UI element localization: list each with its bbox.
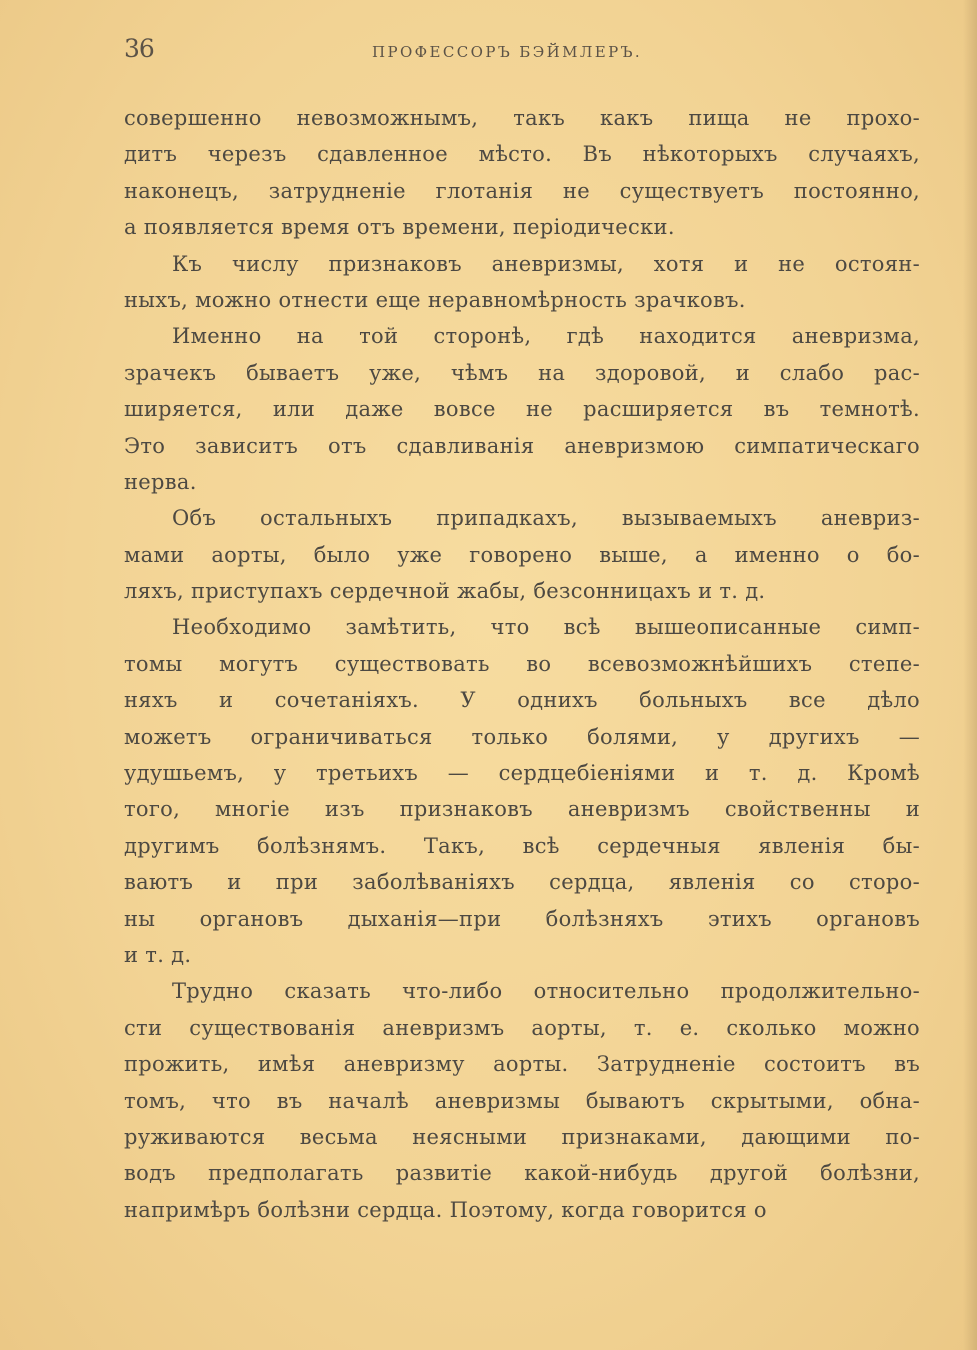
text-line: наконецъ, затрудненіе глотанія не существуетъ постоянно,	[124, 178, 920, 203]
text-line: а появляется время отъ времени, періодически.	[124, 215, 675, 240]
text-line: томы могутъ существовать во всевозможнѣйшихъ степе-	[124, 651, 920, 676]
page-number: 36	[124, 34, 154, 63]
text-line: можетъ ограничиваться только болями, у другихъ —	[124, 724, 920, 749]
text-line: сти существованія аневризмъ аорты, т. е. сколько можно	[124, 1015, 920, 1040]
text-line: Къ числу признаковъ аневризмы, хотя и не остоян-	[172, 251, 920, 276]
paragraph	[124, 100, 920, 246]
text-line: дитъ черезъ сдавленное мѣсто. Въ нѣкоторыхъ случаяхъ,	[124, 142, 920, 167]
text-line: ляхъ, приступахъ сердечной жабы, безсонницахъ и т. д.	[124, 579, 766, 604]
text-line: няхъ и сочетаніяхъ. У однихъ больныхъ все дѣло	[124, 688, 920, 713]
text-line: другимъ болѣзнямъ. Такъ, всѣ сердечныя явленія бы-	[124, 833, 920, 858]
text-line: ширяется, или даже вовсе не расширяется въ темнотѣ.	[124, 397, 920, 422]
paragraph	[124, 973, 920, 1228]
paragraph	[124, 246, 920, 319]
text-line: и т. д.	[124, 942, 192, 967]
text-line: томъ, что въ началѣ аневризмы бываютъ скрытыми, обна-	[124, 1088, 920, 1113]
text-line: прожить, имѣя аневризму аорты. Затрудненіе состоитъ въ	[124, 1052, 920, 1077]
text-line: водъ предполагать развитіе какой-нибудь другой болѣзни,	[124, 1161, 920, 1186]
text-line: ны органовъ дыханія—при болѣзняхъ этихъ органовъ	[124, 906, 920, 931]
text-line: зрачекъ бываетъ уже, чѣмъ на здоровой, и слабо рас-	[124, 360, 920, 385]
paragraph	[124, 500, 920, 609]
text-line: Именно на той сторонѣ, гдѣ находится аневризма,	[172, 324, 920, 349]
text-line: Это зависитъ отъ сдавливанія аневризмою симпатическаго	[124, 433, 920, 458]
text-line: ваютъ и при заболѣваніяхъ сердца, явленія со сторо-	[124, 870, 920, 895]
text-line: напримѣръ болѣзни сердца. Поэтому, когда говорится о	[124, 1197, 767, 1222]
page-edge-shadow	[963, 0, 977, 1350]
running-title: ПРОФЕССОРЪ БЭЙМЛЕРЪ.	[372, 43, 643, 61]
paragraph	[124, 609, 920, 973]
text-line: совершенно невозможнымъ, такъ какъ пища не прохо-	[124, 106, 920, 130]
text-line: Необходимо замѣтить, что всѣ вышеописанные симп-	[172, 615, 920, 640]
text-line: мами аорты, было уже говорено выше, а именно о бо-	[124, 542, 920, 567]
body-text	[124, 100, 920, 1228]
text-line: того, многіе изъ признаковъ аневризмъ свойственны и	[124, 797, 920, 822]
text-line: руживаются весьма неясными признаками, дающими по-	[124, 1124, 920, 1149]
paragraph	[124, 318, 920, 500]
text-line: нерва.	[124, 469, 197, 494]
page-header	[124, 34, 920, 68]
text-line: Трудно сказать что-либо относительно продолжительно-	[172, 979, 920, 1004]
text-line: удушьемъ, у третьихъ — сердцебіеніями и т. д. Кромѣ	[124, 761, 920, 786]
text-line: ныхъ, можно отнести еще неравномѣрность зрачковъ.	[124, 287, 746, 312]
text-line: Объ остальныхъ припадкахъ, вызываемыхъ аневриз-	[172, 506, 920, 531]
